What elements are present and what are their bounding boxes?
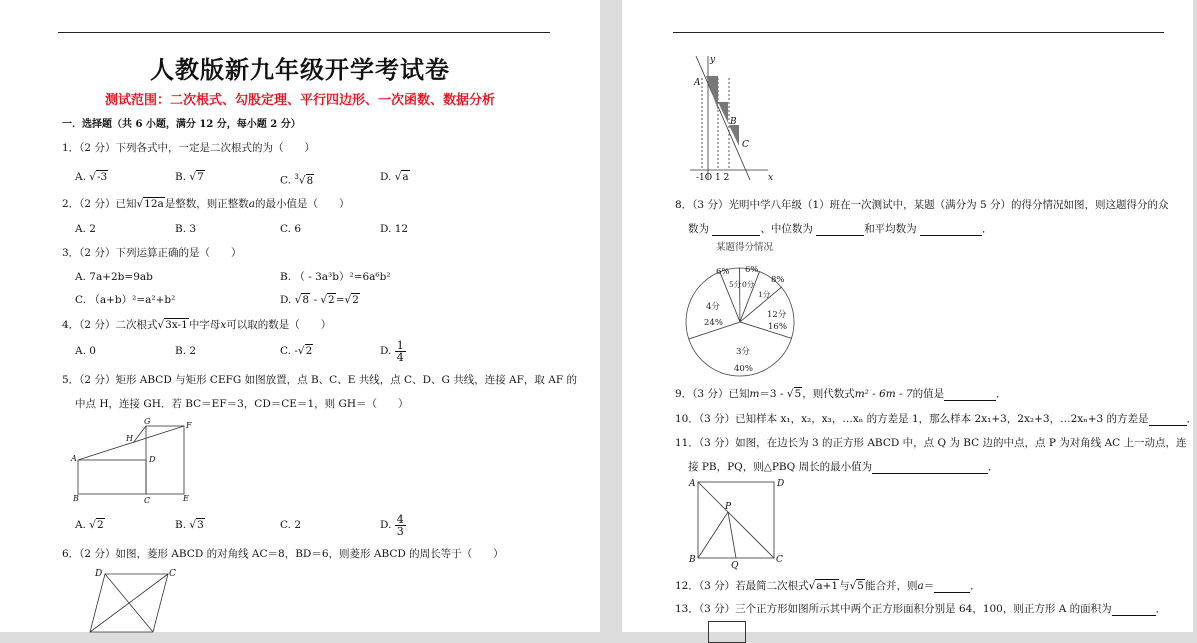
q2-stem: 2．（2 分）已知√12a是整数，则正整数a的最小值是（ ） [62,198,350,210]
q6-label-C: C [169,569,176,579]
q7-axis-ticks: -1O 1 2 [696,173,730,183]
q5-label-F: F [186,421,192,430]
q8-line2: 数为 、中位数为 和平均数为 ． [688,223,993,235]
q5-option-c: C. 2 [280,519,302,531]
pie-label-16: 16% [768,322,787,332]
header-rule [673,32,1164,33]
q7-label-A: A [694,78,701,88]
page-2 [622,0,1197,632]
page-1 [0,0,600,632]
q7-axis-x: x [768,173,774,183]
q3-option-a: A. 7a+2b=9ab [75,271,153,283]
q5-label-D: D [149,455,156,464]
q6-label-D: D [95,569,103,579]
pie-label-0fen: 0分 [742,280,755,289]
q1-option-d: D. √a [380,171,409,183]
exam-title: 人教版新九年级开学考试卷 [150,55,450,84]
q5-option-d: D. $\frac{4}{3}$ [380,512,404,538]
q4-option-c: C. -√2 [280,345,313,357]
q8-blank-mode[interactable] [712,224,760,236]
q7-label-C: C [742,140,749,150]
q8-blank-median[interactable] [816,224,864,236]
header-rule [58,32,550,33]
q3-option-b: B. （ - 3a³b）²=6a⁶b² [280,271,391,283]
q5-label-B: B [73,494,79,503]
q5-option-b: B. √3 [175,519,204,531]
q9-stem: 9．（3 分）已知m＝3 - √5，则代数式m² - 6m - 7的值是 ． [675,388,1007,400]
q11-figure [688,476,788,571]
test-range: 测试范围：二次根式、勾股定理、平行四边形、一次函数、数据分析 [104,93,495,108]
q7-figure [688,50,798,190]
q13-blank[interactable] [1112,604,1156,616]
q10-stem: 10．（3 分）已知样本 x₁，x₂，x₃，…xₙ 的方差是 1，那么样本 2x₁+3，2x₂+3，…2xₙ+3 的方差是 ． [675,413,1197,425]
pie-label-5fen: 5分 [729,280,742,289]
q5-line1: 5．（2 分）矩形 ABCD 与矩形 CEFG 如图放置，点 B、C、E 共线，点 C、D、G 共线，连接 AF，取 AF 的 [62,374,577,386]
q5-label-H: H [126,434,133,443]
q11-label-B: B [689,555,696,565]
q5-figure [70,418,200,508]
q11-label-A: A [689,479,696,489]
q6-figure [75,566,175,636]
q5-line2: 中点 H，连接 GH．若 BC＝EF＝3，CD＝CE＝1，则 GH＝（ ） [75,398,409,410]
q1-option-b: B. √7 [175,171,204,183]
q4-option-a: A. 0 [75,345,96,357]
pie-label-6a: 6% [716,267,730,277]
q12-blank[interactable] [934,581,970,593]
q11-line2: 接 PB，PQ，则△PBQ 周长的最小值为 ． [688,461,999,473]
q5-label-E: E [183,494,189,503]
q9-blank[interactable] [944,389,996,401]
q6-stem: 6．（2 分）如图，菱形 ABCD 的对角线 AC＝8，BD＝6，则菱形 ABCD 的周长等于（ ） [62,548,504,560]
q1-option-a: A. √-3 [75,171,108,183]
q2-option-b: B. 3 [175,223,197,235]
pie-label-8: 8% [771,275,785,285]
q11-blank[interactable] [872,462,988,474]
pie-label-2fen: 12分 [767,310,787,320]
q2-option-c: C. 6 [280,223,302,235]
pie-label-1fen: 1分 [758,290,771,299]
q11-label-Q: Q [731,561,739,571]
q4-stem: 4．（2 分）二次根式√3x-1中字母x可以取的数是（ ） [62,319,332,331]
pie-title: 某题得分情况 [716,242,774,253]
q13-stem: 13．（3 分）三个正方形如图所示其中两个正方形面积分别是 64，100，则正方形 A 的面积为 ． [675,603,1167,615]
pie-chart [682,258,812,378]
pie-label-4fen: 4分 [706,302,720,312]
q11-label-P: P [725,502,732,512]
q8-line1: 8．（3 分）光明中学八年级（1）班在一次测试中，某题（满分为 5 分）的得分情况如图，则这题得分的众 [675,199,1169,211]
q5-label-C: C [144,496,151,505]
q3-stem: 3．（2 分）下列运算正确的是（ ） [62,247,242,259]
section-heading: 一．选择题（共 6 小题，满分 12 分，每小题 2 分） [62,119,301,130]
q2-option-a: A. 2 [75,223,96,235]
q13-figure [708,621,746,643]
pie-label-6b: 6% [745,265,759,275]
q5-label-A: A [71,454,77,463]
q5-label-G: G [144,417,151,426]
q7-label-B: B [730,117,737,127]
pie-label-3fen: 3分 [736,347,750,357]
q3-option-d: D. √8 - √2=√2 [280,294,359,306]
q8-blank-mean[interactable] [920,224,982,236]
q2-option-d: D. 12 [380,223,409,235]
q1-option-c: C. $^3$√8 [280,173,314,187]
pie-label-24: 24% [704,318,723,328]
q3-option-c: C. （a+b）²=a²+b² [75,294,176,306]
q11-line1: 11．（3 分）如图，在边长为 3 的正方形 ABCD 中，点 Q 为 BC 边的中点，点 P 为对角线 AC 上一动点，连 [675,437,1187,449]
q12-stem: 12．（3 分）若最简二次根式√a+1与√5能合并，则a＝ ． [675,580,981,592]
q7-axis-y: y [710,55,716,65]
q11-label-C: C [776,555,783,565]
q4-option-d: D. $\frac{1}{4}$ [380,338,404,364]
q10-blank[interactable] [1149,414,1187,426]
pie-label-40: 40% [734,364,753,374]
q4-option-b: B. 2 [175,345,197,357]
q1-stem: 1．（2 分）下列各式中，一定是二次根式的为（ ） [62,142,315,154]
q5-option-a: A. √2 [75,519,104,531]
q11-label-D: D [777,479,785,489]
